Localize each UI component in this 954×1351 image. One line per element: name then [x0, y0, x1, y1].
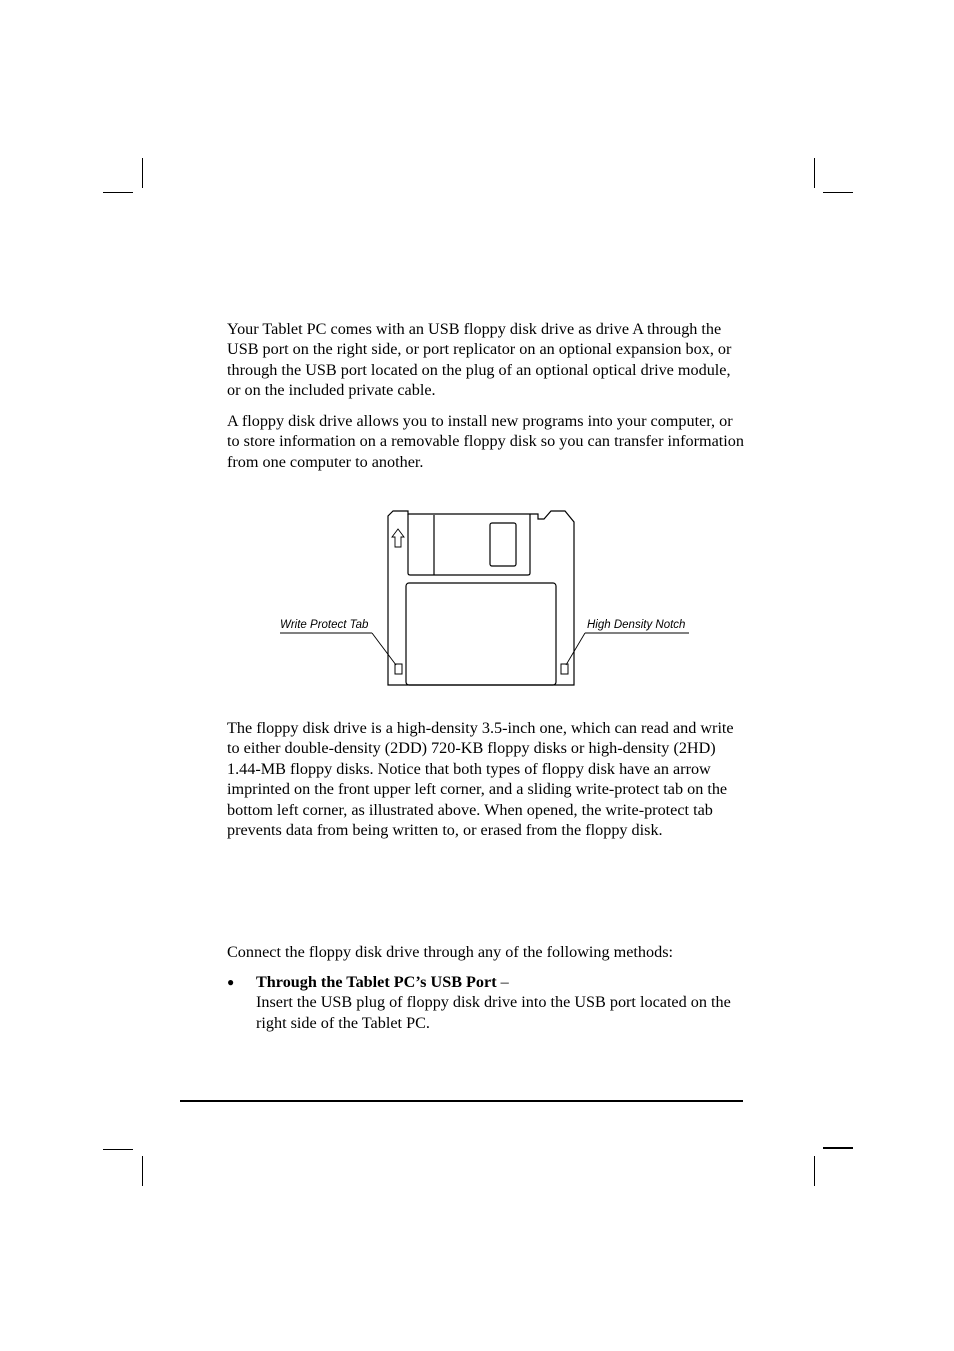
high-density-notch-label: High Density Notch — [587, 619, 686, 631]
write-protect-tab-label: Write Protect Tab — [280, 619, 369, 631]
bullet-marker: ● — [227, 975, 235, 989]
crop-mark-top-right-h — [823, 192, 853, 193]
crop-mark-bottom-left-h — [103, 1149, 133, 1150]
floppy-disk-figure — [275, 505, 695, 690]
list-item-content — [256, 972, 748, 1033]
crop-mark-top-left-v — [142, 158, 143, 188]
list-item-body: Insert the USB plug of floppy disk drive into the USB port located on the right side of the Tablet PC. — [256, 993, 731, 1032]
list-item-separator: – — [496, 973, 509, 991]
crop-mark-bottom-right-h — [823, 1147, 853, 1149]
list-item-title: Through the Tablet PC’s USB Port — [256, 973, 497, 991]
crop-mark-top-left-h — [103, 192, 133, 193]
purpose-paragraph: A floppy disk drive allows you to install new programs into your computer, or to store information on a removable floppy disk so you can transfer information from one computer to another. — [227, 412, 744, 471]
crop-mark-bottom-right-v — [814, 1156, 815, 1186]
floppy-disk-illustration — [275, 505, 695, 690]
crop-mark-bottom-left-v — [142, 1156, 143, 1186]
footer-rule — [180, 1100, 743, 1102]
crop-mark-top-right-v — [814, 158, 815, 188]
intro-paragraph: Your Tablet PC comes with an USB floppy disk drive as drive A through the USB port on the right side, or port replicator on an optional expansion box, or through the USB port located on the plug of an optional optical drive module, or on the included private cable. — [227, 320, 732, 400]
connect-paragraph: Connect the floppy disk drive through any of the following methods: — [227, 943, 673, 961]
density-paragraph: The floppy disk drive is a high-density 3.5-inch one, which can read and write to either double-density (2DD) 720-KB floppy disks or high-density (2HD) 1.44-MB floppy disks. Notice that both types of floppy disk have an arrow imprinted on the front upper left corner, and a sliding write-protect tab on the bottom left corner, as illustrated above. When opened, the write-protect tab prevents data from being written to, or erased from the floppy disk. — [227, 719, 734, 840]
